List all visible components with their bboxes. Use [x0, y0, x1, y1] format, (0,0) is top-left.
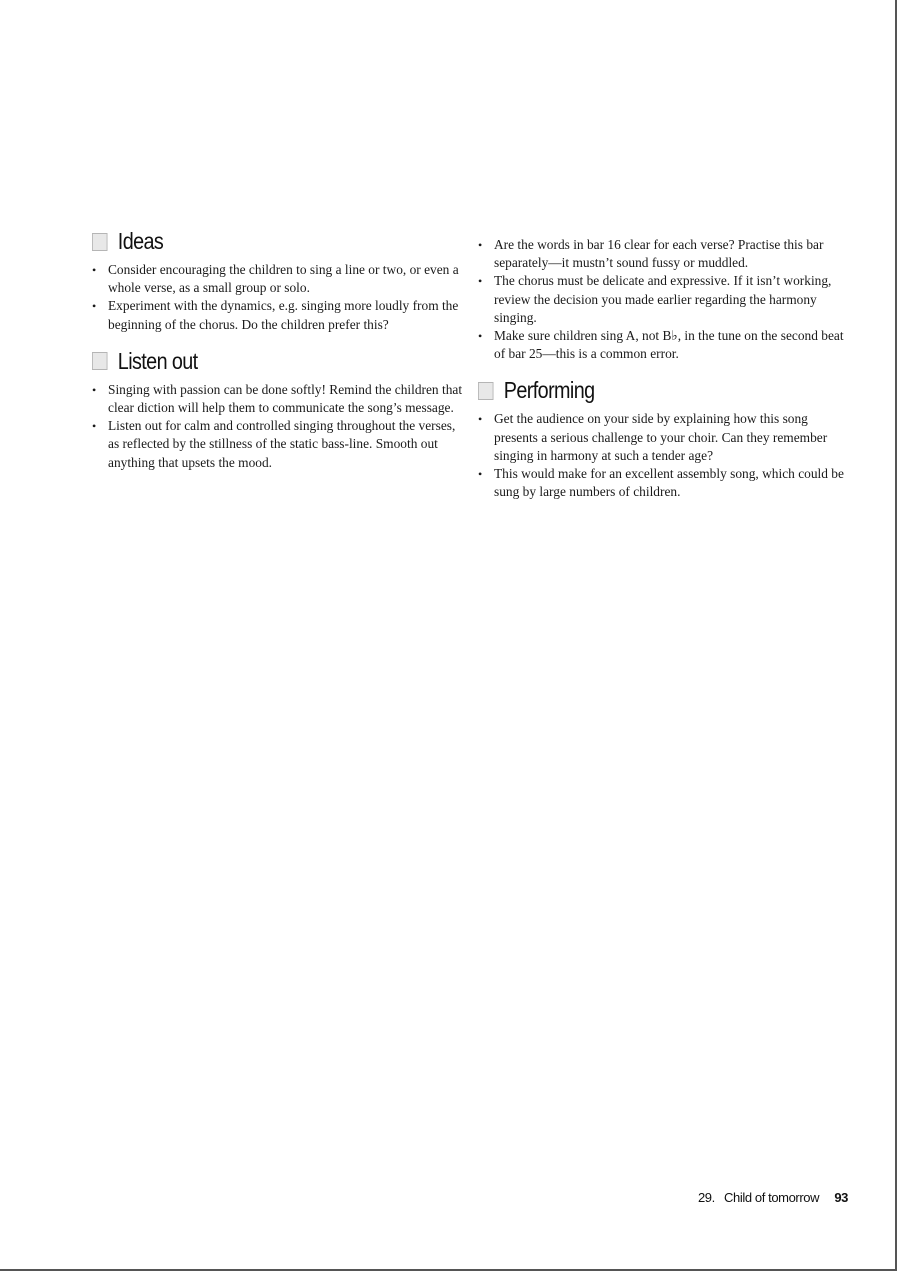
listen-out-list: [92, 381, 467, 472]
song-number: 29.: [697, 1190, 715, 1205]
list-item: • Listen out for calm and controlled singing throughout the verses, as reflected by the stillness of the static bass-line. Smooth out anything that upsets the mood.: [92, 417, 467, 472]
performing-title: Performing: [503, 377, 595, 404]
list-item: • Make sure children sing A, not B♭, in the tune on the second beat of bar 25—this is a common error.: [478, 327, 853, 363]
listen-out-continued-list: [478, 236, 853, 363]
list-item: • The chorus must be delicate and expressive. If it isn’t working, review the decision you made earlier regarding the harmony singing.: [478, 272, 853, 327]
right-column: [478, 236, 853, 515]
ideas-section: [92, 228, 467, 334]
list-item: • Consider encouraging the children to sing a line or two, or even a whole verse, as a small group or solo.: [92, 261, 467, 297]
performing-heading: [478, 377, 801, 404]
list-item: • This would make for an excellent assembly song, which could be sung by large numbers of children.: [478, 465, 853, 501]
song-title: Child of tomorrow: [724, 1190, 820, 1205]
checkbox-icon: [92, 352, 107, 370]
list-item: • Experiment with the dynamics, e.g. singing more loudly from the beginning of the chorus. Do the children prefer this?: [92, 297, 467, 333]
ideas-list: [92, 261, 467, 334]
performing-section: [478, 377, 853, 501]
left-column: [92, 228, 467, 486]
list-item: • Are the words in bar 16 clear for each verse? Practise this bar separately—it mustn’t sound fussy or muddled.: [478, 236, 853, 272]
performing-list: [478, 410, 853, 501]
ideas-title: Ideas: [117, 228, 164, 254]
checkbox-icon: [478, 382, 493, 400]
ideas-heading: [92, 228, 415, 255]
list-item: • Singing with passion can be done softly! Remind the children that clear diction will help them to communicate the song’s message.: [92, 381, 467, 417]
checkbox-icon: [92, 233, 107, 251]
listen-out-heading: [92, 348, 415, 375]
page-number: 93: [834, 1190, 848, 1205]
listen-out-title: Listen out: [117, 347, 198, 374]
page-footer: [698, 1190, 848, 1205]
listen-out-section: [92, 348, 467, 472]
list-item: • Get the audience on your side by explaining how this song presents a serious challenge to your choir. Can they remember singing in harmony at such a tender age?: [478, 410, 853, 465]
